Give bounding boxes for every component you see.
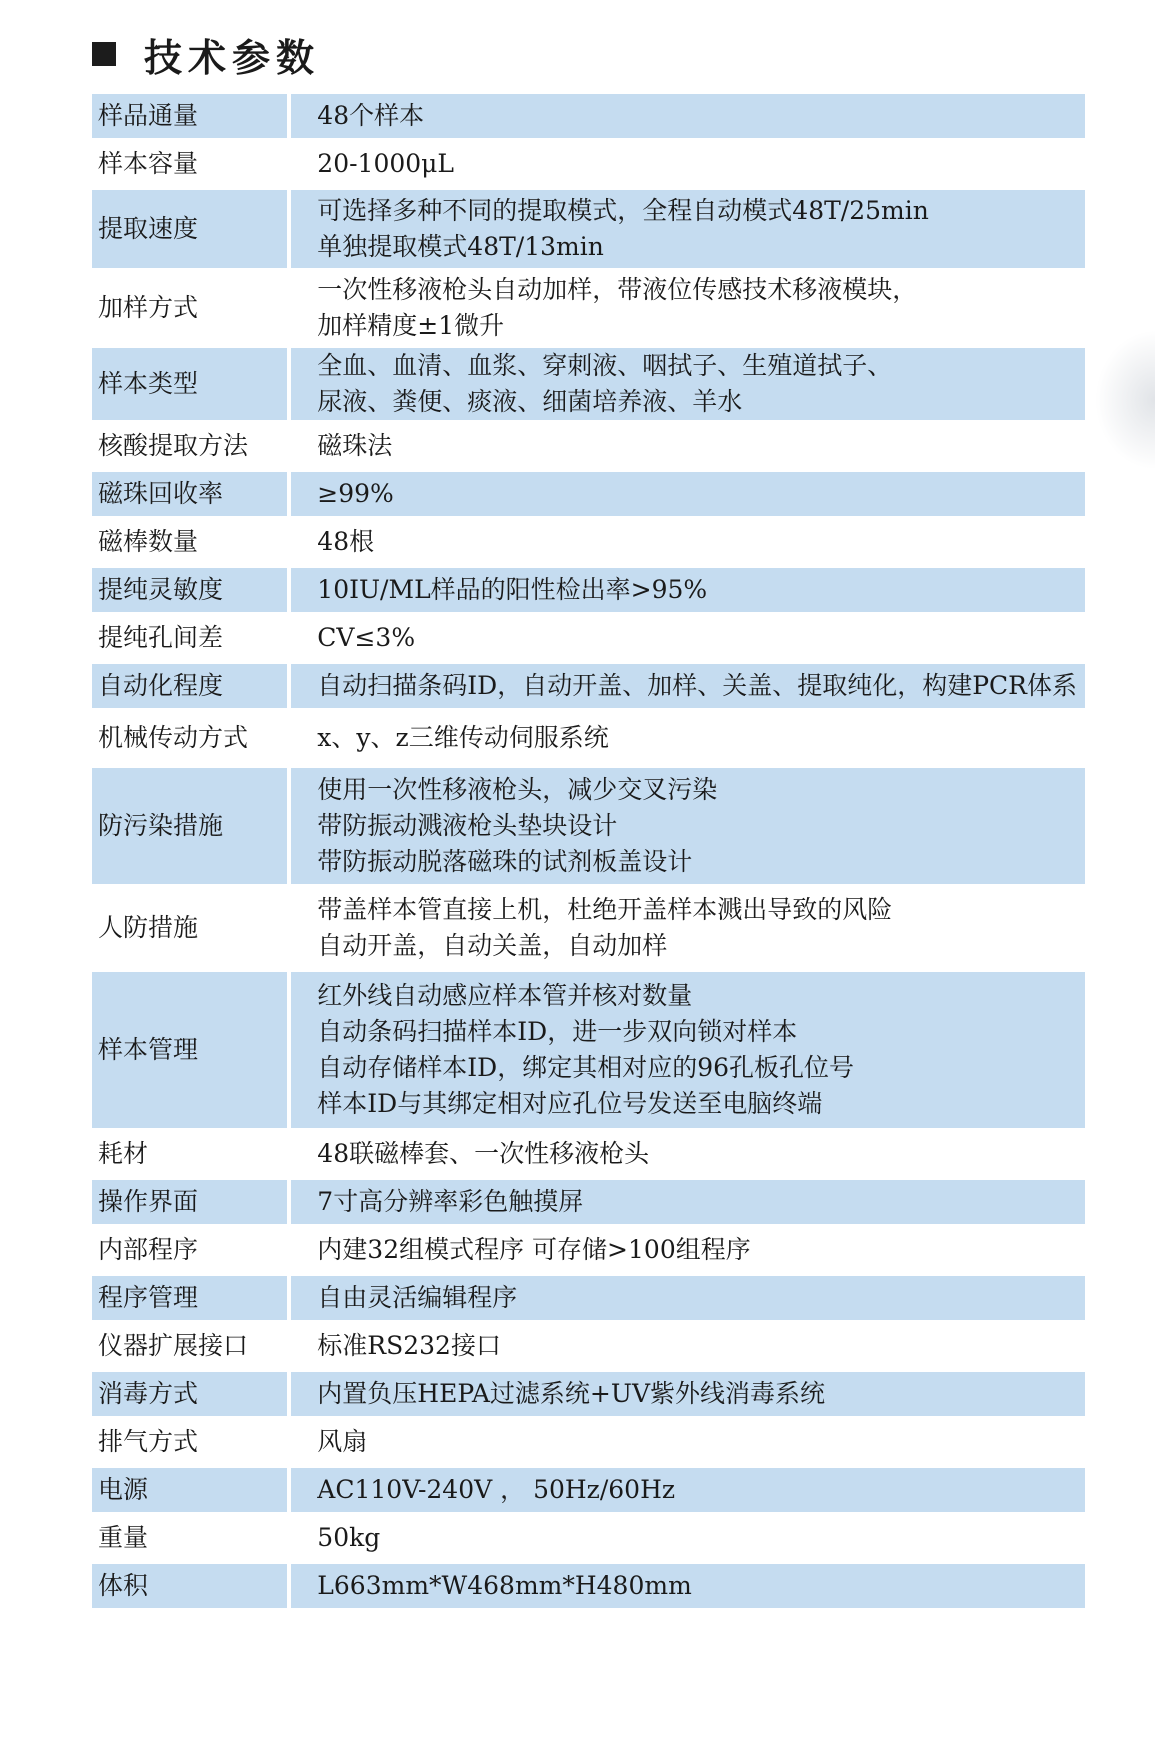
spec-label: 磁珠回收率 <box>92 472 291 516</box>
spec-value <box>291 424 1085 468</box>
spec-value-line: 内建32组模式程序 可存储>100组程序 <box>317 1235 751 1264</box>
spec-value <box>291 1516 1085 1560</box>
spec-label: 核酸提取方法 <box>92 424 291 468</box>
spec-label: 仪器扩展接口 <box>92 1324 291 1368</box>
spec-value-line: 标准RS232接口 <box>317 1331 501 1360</box>
spec-row <box>92 1228 1085 1272</box>
spec-row <box>92 1132 1085 1176</box>
spec-row <box>92 1564 1085 1608</box>
spec-label: 内部程序 <box>92 1228 291 1272</box>
spec-row <box>92 712 1085 764</box>
spec-row <box>92 1372 1085 1416</box>
spec-value-line: CV≤3% <box>317 623 416 652</box>
spec-value-line: 加样精度±1微升 <box>317 311 505 340</box>
spec-row <box>92 972 1085 1128</box>
spec-label: 电源 <box>92 1468 291 1512</box>
spec-value-line: 使用一次性移液枪头，减少交叉污染 <box>317 775 718 804</box>
spec-value-line: 48根 <box>317 527 375 556</box>
decorative-glow <box>1095 330 1155 470</box>
spec-value <box>291 472 1085 516</box>
spec-value <box>291 520 1085 564</box>
spec-value <box>291 1372 1085 1416</box>
spec-value <box>291 190 1085 268</box>
spec-label: 样本类型 <box>92 348 291 420</box>
spec-value-line: 20-1000μL <box>317 149 455 178</box>
spec-row <box>92 1180 1085 1224</box>
spec-label: 提取速度 <box>92 190 291 268</box>
spec-value-line: 48个样本 <box>317 101 425 130</box>
spec-row <box>92 616 1085 660</box>
spec-value <box>291 888 1085 968</box>
spec-value-line: 一次性移液枪头自动加样，带液位传感技术移液模块， <box>317 275 918 304</box>
spec-value <box>291 568 1085 612</box>
spec-label: 防污染措施 <box>92 768 291 884</box>
spec-value <box>291 1564 1085 1608</box>
spec-label: 重量 <box>92 1516 291 1560</box>
spec-row <box>92 94 1085 138</box>
spec-value <box>291 1420 1085 1464</box>
spec-value-line: L663mm*W468mm*H480mm <box>317 1571 692 1600</box>
spec-row <box>92 348 1085 420</box>
spec-row <box>92 568 1085 612</box>
spec-value-line: 自由灵活编辑程序 <box>317 1283 518 1312</box>
spec-value-line: 磁珠法 <box>317 431 393 460</box>
spec-label: 体积 <box>92 1564 291 1608</box>
spec-value <box>291 1324 1085 1368</box>
spec-value-line: 可选择多种不同的提取模式，全程自动模式48T/25min <box>317 196 929 225</box>
spec-row <box>92 664 1085 708</box>
spec-value-line: 风扇 <box>317 1427 368 1456</box>
spec-value-line: ≥99% <box>317 479 394 508</box>
spec-row <box>92 1324 1085 1368</box>
spec-table <box>92 90 1085 1612</box>
spec-value <box>291 616 1085 660</box>
spec-row <box>92 272 1085 344</box>
spec-value-line: 自动条码扫描样本ID，进一步双向锁对样本 <box>317 1017 798 1046</box>
spec-value-line: 尿液、粪便、痰液、细菌培养液、羊水 <box>317 387 743 416</box>
section-title: 技术参数 <box>144 35 321 80</box>
spec-value <box>291 972 1085 1128</box>
spec-label: 样品通量 <box>92 94 291 138</box>
square-bullet-icon <box>92 42 116 66</box>
spec-value-line: 单独提取模式48T/13min <box>317 232 604 261</box>
spec-label: 提纯灵敏度 <box>92 568 291 612</box>
spec-label: 磁棒数量 <box>92 520 291 564</box>
spec-label: 操作界面 <box>92 1180 291 1224</box>
spec-value <box>291 1132 1085 1176</box>
spec-value-line: 带防振动脱落磁珠的试剂板盖设计 <box>317 847 693 876</box>
spec-value <box>291 712 1085 764</box>
spec-row <box>92 424 1085 468</box>
spec-value-line: 50kg <box>317 1523 381 1552</box>
spec-label: 消毒方式 <box>92 1372 291 1416</box>
spec-label: 人防措施 <box>92 888 291 968</box>
spec-value-line: 自动存储样本ID，绑定其相对应的96孔板孔位号 <box>317 1053 855 1082</box>
spec-row <box>92 1420 1085 1464</box>
spec-value <box>291 272 1085 344</box>
spec-value-line: x、y、z三维传动伺服系统 <box>317 723 609 752</box>
spec-value <box>291 664 1085 708</box>
spec-row <box>92 888 1085 968</box>
spec-value-line: 48联磁棒套、一次性移液枪头 <box>317 1139 650 1168</box>
spec-label: 提纯孔间差 <box>92 616 291 660</box>
spec-value <box>291 348 1085 420</box>
spec-label: 样本管理 <box>92 972 291 1128</box>
spec-label: 机械传动方式 <box>92 712 291 764</box>
spec-value-line: 10IU/ML样品的阳性检出率>95% <box>317 575 708 604</box>
spec-value-line: 带防振动溅液枪头垫块设计 <box>317 811 618 840</box>
spec-row <box>92 142 1085 186</box>
spec-row <box>92 520 1085 564</box>
spec-value <box>291 768 1085 884</box>
spec-label: 排气方式 <box>92 1420 291 1464</box>
spec-row <box>92 1276 1085 1320</box>
spec-value <box>291 1180 1085 1224</box>
spec-value-line: 全血、血清、血浆、穿刺液、咽拭子、生殖道拭子、 <box>317 351 893 380</box>
spec-row <box>92 190 1085 268</box>
section-header <box>92 28 320 80</box>
spec-value-line: 7寸高分辨率彩色触摸屏 <box>317 1187 584 1216</box>
spec-value-line: 带盖样本管直接上机，杜绝开盖样本溅出导致的风险 <box>317 895 893 924</box>
spec-value <box>291 1468 1085 1512</box>
spec-value-line: 自动开盖，自动关盖，自动加样 <box>317 931 668 960</box>
spec-value-line: 红外线自动感应样本管并核对数量 <box>317 981 693 1010</box>
spec-label: 加样方式 <box>92 272 291 344</box>
spec-value-line: 自动扫描条码ID，自动开盖、加样、关盖、提取纯化，构建PCR体系 <box>317 671 1077 700</box>
spec-table-body <box>92 94 1085 1608</box>
spec-value-line: 内置负压HEPA过滤系统+UV紫外线消毒系统 <box>317 1379 826 1408</box>
spec-value-line: 样本ID与其绑定相对应孔位号发送至电脑终端 <box>317 1089 823 1118</box>
spec-row <box>92 1516 1085 1560</box>
spec-label: 自动化程度 <box>92 664 291 708</box>
spec-row <box>92 472 1085 516</box>
spec-value <box>291 94 1085 138</box>
spec-value <box>291 1276 1085 1320</box>
spec-label: 耗材 <box>92 1132 291 1176</box>
spec-label: 程序管理 <box>92 1276 291 1320</box>
spec-label: 样本容量 <box>92 142 291 186</box>
spec-row <box>92 1468 1085 1512</box>
spec-row <box>92 768 1085 884</box>
spec-value-line: AC110V-240V ， 50Hz/60Hz <box>317 1475 676 1504</box>
spec-value <box>291 142 1085 186</box>
spec-value <box>291 1228 1085 1272</box>
